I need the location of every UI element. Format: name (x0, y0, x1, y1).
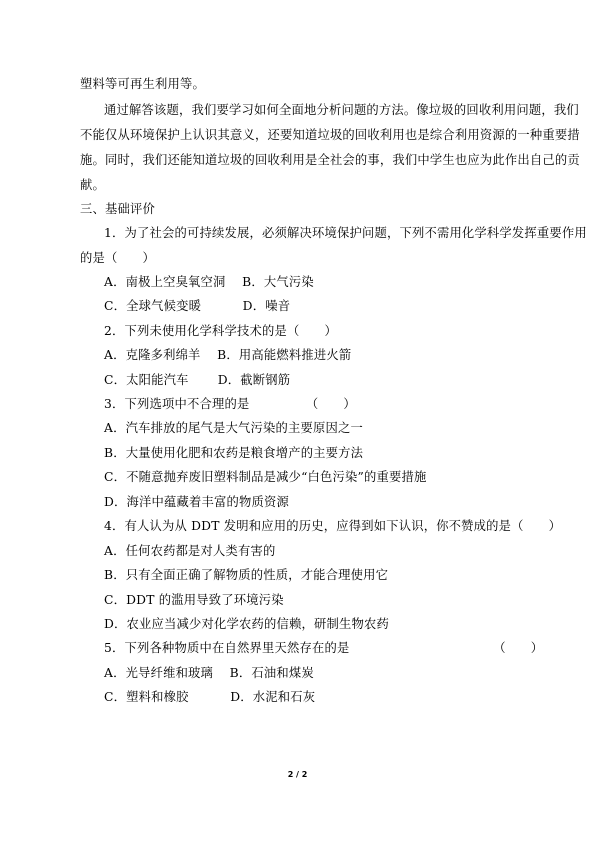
page-number: 2 / 2 (287, 770, 308, 779)
question-5-option: C．塑料和橡胶 D．水泥和石灰 (104, 690, 316, 704)
question-1-option: C．全球气候变暖 D．噪音 (104, 299, 291, 313)
question-2-stem: 2．下列未使用化学科学技术的是（ ） (104, 324, 337, 338)
question-1-stem: 1．为了社会的可持续发展，必须解决环境保护问题，下列不需用化学科学发挥重要作用 (104, 226, 587, 240)
intro-line: 塑料等可再生利用等。 (80, 77, 205, 91)
question-3-option: D．海洋中蕴藏着丰富的物质资源 (104, 495, 290, 509)
intro-paragraph-line: 施。同时，我们还能知道垃圾的回收利用是全社会的事，我们中学生也应为此作出自己的贡 (80, 153, 580, 167)
question-4-option: A．任何农药都是对人类有害的 (104, 544, 276, 558)
question-1-stem: 的是（ ） (80, 251, 155, 265)
question-4-option: D．农业应当减少对化学农药的信赖，研制生物农药 (104, 617, 389, 631)
intro-paragraph-line: 通过解答该题，我们要学习如何全面地分析问题的方法。像垃圾的回收利用问题，我们 (104, 103, 579, 117)
question-3-option: C．不随意抛弃废旧塑料制品是减少“白色污染”的重要措施 (104, 470, 427, 484)
section-title: 三、基础评价 (80, 202, 155, 216)
question-2-option: A．克隆多利绵羊 B．用高能燃料推进火箭 (104, 348, 352, 362)
intro-paragraph-line: 献。 (80, 178, 105, 192)
question-1-option: A．南极上空臭氧空洞 B．大气污染 (104, 275, 314, 289)
question-2-option: C．太阳能汽车 D．截断钢筋 (104, 373, 291, 387)
question-5-option: A．光导纤维和玻璃 B．石油和煤炭 (104, 666, 314, 680)
question-3-option: A．汽车排放的尾气是大气污染的主要原因之一 (104, 421, 364, 435)
question-3-stem: 3．下列选项中不合理的是 （ ） (104, 397, 356, 411)
question-4-stem: 4．有人认为从 DDT 发明和应用的历史，应得到如下认识，你不赞成的是（ ） (104, 519, 562, 533)
intro-paragraph-line: 不能仅从环境保护上认识其意义，还要知道垃圾的回收利用也是综合利用资源的一种重要措 (80, 128, 580, 142)
question-5-stem: 5．下列各种物质中在自然界里天然存在的是 （ ） (104, 641, 544, 655)
question-4-option: B．只有全面正确了解物质的性质，才能合理使用它 (104, 568, 389, 582)
question-4-option: C．DDT 的滥用导致了环境污染 (104, 593, 284, 607)
question-3-option: B．大量使用化肥和农药是粮食增产的主要方法 (104, 446, 364, 460)
